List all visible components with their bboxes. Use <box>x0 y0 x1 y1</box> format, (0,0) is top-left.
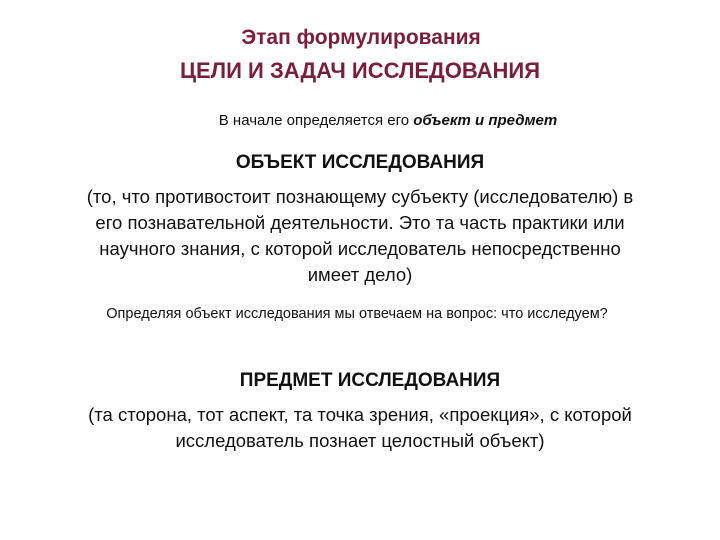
object-heading: ОБЪЕКТ ИССЛЕДОВАНИЯ <box>235 152 485 173</box>
object-definition-line: имеет дело) <box>307 264 413 285</box>
subject-definition-line: исследователь познает целостный объект) <box>175 430 545 451</box>
subject-definition <box>0 402 720 454</box>
subject-heading: ПРЕДМЕТ ИССЛЕДОВАНИЯ <box>239 370 501 391</box>
object-definition-line: его познавательной деятельности. Это та часть практики или <box>95 212 625 233</box>
intro-emphasis: объект и предмет <box>413 112 558 129</box>
intro-prefix: В начале определяется его <box>218 112 414 129</box>
slide-title-line-1: Этап формулирования <box>241 26 481 49</box>
object-definition-line: научного знания, с которой исследователь непосредственно <box>99 238 621 259</box>
object-definition <box>0 184 720 288</box>
intro-text <box>0 112 720 129</box>
object-note: Определяя объект исследования мы отвечаем на вопрос: что исследуем? <box>106 306 608 322</box>
slide-title-line-2: ЦЕЛИ И ЗАДАЧ ИССЛЕДОВАНИЯ <box>179 58 541 83</box>
object-definition-line: (то, что противостоит познающему субъекту (исследователю) в <box>86 186 634 207</box>
subject-definition-line: (та сторона, тот аспект, та точка зрения, «проекция», с которой <box>88 404 632 425</box>
